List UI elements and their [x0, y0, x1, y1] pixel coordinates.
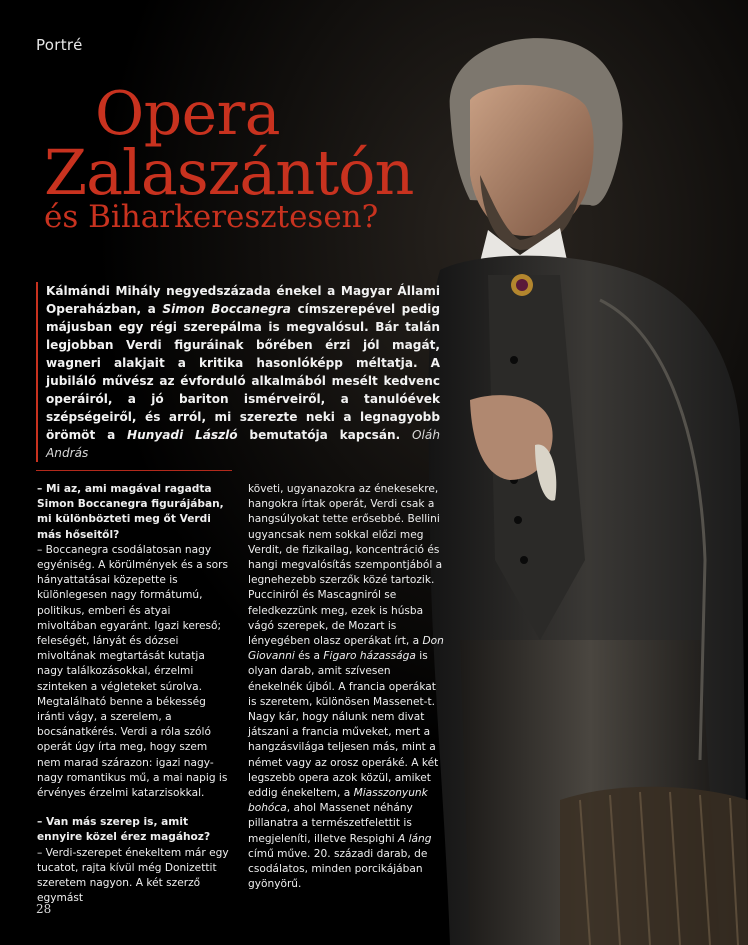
text-column-2: [248, 482, 444, 892]
author-name: Oláh András: [46, 428, 440, 460]
col2-text-4: , ahol Massenet néhány pillanatra a természetfelettit is megjeleníti, illetve Respighi: [248, 802, 413, 845]
title-line-2: Zalaszántón: [44, 136, 414, 209]
col2-title-a-lang: A láng: [397, 832, 432, 845]
question-1: – Mi az, ami magával ragadta Simon Boccanegra figurájában, mi különbözteti meg őt Verdi más hőseitől?: [37, 483, 224, 541]
col2-text-3: is olyan darab, amit szívesen énekelnék újból. A francia operákat is szeretem, különösen Massenet-t. Nagy kár, hogy nálunk nem divat játszani a francia műveket, mert a hangzásvilága teljesen más, mint a német vagy az orosz operáké. A két legszebb opera azok közül, amiket eddig énekeltem, a: [248, 650, 439, 800]
lead-text-3: bemutatója kapcsán.: [237, 428, 401, 442]
lead-text-1: Kálmándi Mihály negyedszázada énekel a Magyar Állami Operaházban, a: [46, 284, 440, 316]
lead-text-2: címszerepével pedig májusban egy régi szerepálma is megvalósul. Bár talán legjobban Verdi figuráinak bőrében érzi jól magát, wagneri alakjait a kritika hasonlóképp méltatja. A jubiláló művész az évforduló alkalmából mesélt kedvenc operáiról, a jó bariton ismérveiről, a tanulóévek szépségeiről, és arról, mi szerezte neki a legnagyobb örömöt a: [46, 302, 440, 442]
section-label: Portré: [36, 36, 83, 54]
title-line-1: Opera: [95, 79, 281, 149]
page-number: 28: [36, 902, 52, 916]
col2-text-1: követi, ugyanazokra az énekesekre, hangokra írtak operát, Verdi csak a hangsúlyokat tette erősebbé. Bellini ugyancsak nem sokkal előzi meg Verdit, de fizikailag, koncentráció és hangi megvalósítás szempontjából a legnehezebb szerzők közé tartozik. Pucciniról és Mascagniról se feledkezzünk meg, ezek is húsba vágó szerepek, de Mozart is lényegében olasz operákat írt, a: [248, 483, 443, 648]
col2-title-figaro: Figaro házassága: [323, 650, 416, 663]
col2-title-don-giovanni: Don Giovanni: [248, 635, 444, 663]
title-line-3: és Biharkeresztesen?: [44, 199, 379, 235]
article-title: [44, 79, 414, 235]
article-lead: [36, 282, 440, 462]
text-column-1: [37, 482, 233, 906]
answer-2: – Verdi-szerepet énekeltem már egy tucatot, rajta kívül még Donizettit szeretem nagyon. A két szerző egymást: [37, 846, 229, 905]
col2-text-5: című műve. 20. századi darab, de csodálatos, minden porcikájában gyönyörű.: [248, 847, 428, 891]
column-divider-rule: [36, 470, 232, 471]
answer-2-continued: [248, 482, 444, 892]
lead-emphasis-1: Simon Boccanegra: [162, 302, 291, 316]
col2-title-miasszonyunk: Miasszonyunk bohóca: [248, 787, 428, 815]
col2-text-2: és a: [294, 650, 324, 663]
lead-emphasis-2: Hunyadi László: [127, 428, 238, 442]
question-2: – Van más szerep is, amit ennyire közel érez magához?: [37, 816, 211, 844]
answer-1: – Boccanegra csodálatosan nagy egyéniség. A körülmények és a sors hányattatásai közepette is különlegesen nagy formátumú, politikus, emberi és atyai mivoltában egyaránt. Igazi kereső; feleségét, lányát és dózsei mivoltának megtartását kutatja nagy találkozásokkal, érzelmi szinteken a végleteket súrolva. Megtalálható benne a békesség iránti vágy, a szerelem, a bocsánatkérés. Verdi a róla szóló operát úgy írta meg, hogy szem nem marad szárazon: igazi nagy-nagy romantikus mű, a mai napig is érvényes érzelmi katarzisokkal.: [37, 543, 229, 800]
